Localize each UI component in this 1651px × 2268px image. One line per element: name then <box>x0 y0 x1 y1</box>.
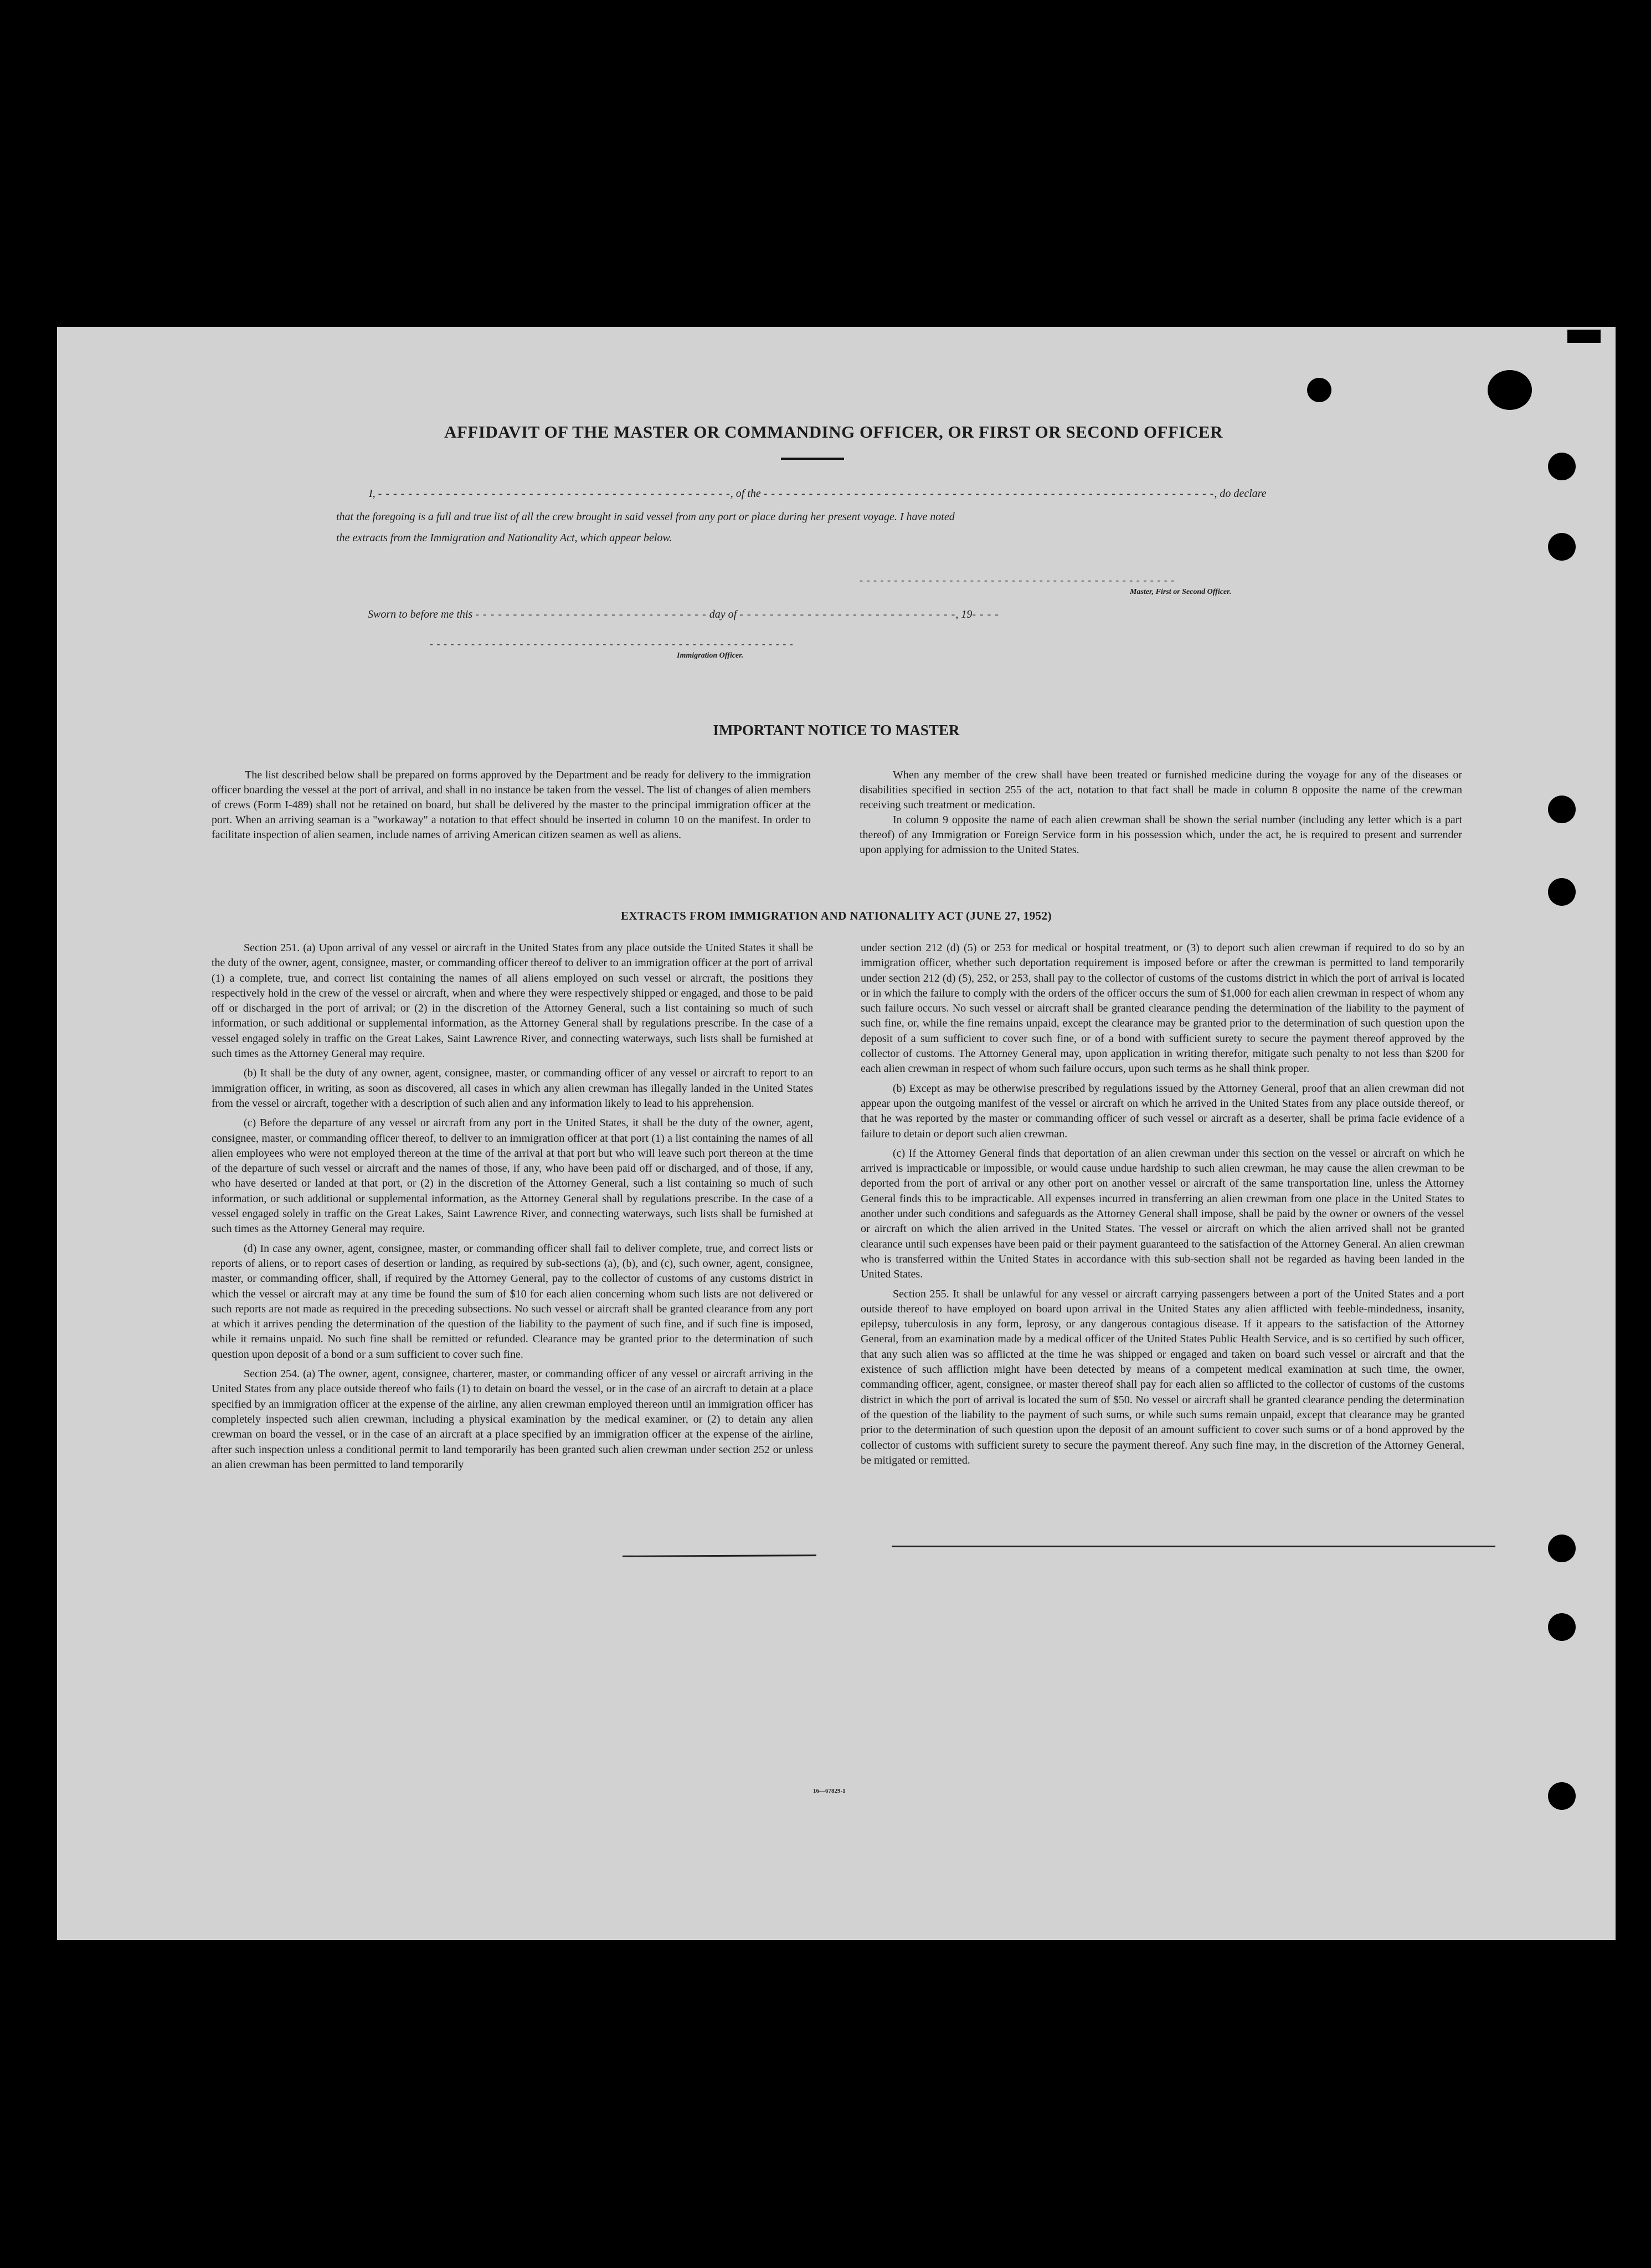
master-caption: Master, First or Second Officer. <box>1130 588 1232 596</box>
affidavit-i-label: I, <box>369 488 376 500</box>
day-of-label: day of <box>709 608 737 620</box>
affidavit-do-declare-label: , do declare <box>1214 488 1267 500</box>
title-underline <box>781 458 844 460</box>
affidavit-of-the-label: , of the <box>730 488 761 500</box>
vessel-blank[interactable]: - - - - - - - - - - - - - - - - - - - - - - - - - - - - - - - - - - - - - - - - - - - - - - - - - - - - - - - - - - - - <box>763 488 1215 500</box>
sworn-day-blank[interactable]: - - - - - - - - - - - - - - - - - - - - - - - - - - - - - - - <box>475 608 707 620</box>
section-254-a-cont: under section 212 (d) (5) or 253 for medical or hospital treatment, or (3) to deport such alien crewman if required to do so by an immigration officer, whether such deportation requirement is imposed before or after the crewman is permitted to land temporarily under section 212 (d) (5), 252, or 253, shall pay to the collector of customs of the customs district in which the port of arrival is located or in which the failure to comply with the orders of the officer occurs the sum of $1,000 for each alien crewman in respect of whom any such failure occurs. No such vessel or aircraft shall be granted clearance pending the determination of the liability to the payment of such fine, or, while the fine remains unpaid, except the clearance may be granted prior to the determination of such question upon the deposit of a sum sufficient to cover such fine, or of a bond with sufficient surety to secure the payment thereof approved by the collector of customs. The Attorney General may, upon application in writing therefor, mitigate such penalty to not less than $200 for each alien crewman in respect of whom such failure occurs, upon such terms as he shall think proper. <box>861 942 1464 1075</box>
punch-hole <box>1548 1782 1576 1810</box>
section-254-a: Section 254. (a) The owner, agent, consignee, charterer, master, or commanding officer of any vessel or aircraft arriving in the United States from any place outside thereof who fails (1) to detain on board the vessel, or in the case of an aircraft to detain at a place specified by an immigration officer at the expense of the airline, any alien crewman employed thereon until an immigration officer has completely inspected such alien crewman, including a physical examination by the medical examiner, or (2) to detain any alien crewman on board the vessel, or in the case of an aircraft at a place specified by an immigration officer at the expense of the airline, after such inspection unless a conditional permit to land temporarily has been granted such alien crewman under section 252 or unless an alien crewman has been permitted to land temporarily <box>212 1368 813 1471</box>
name-blank[interactable]: - - - - - - - - - - - - - - - - - - - - - - - - - - - - - - - - - - - - - - - - - - - - - - - <box>378 488 731 500</box>
section-251-c: (c) Before the departure of any vessel or aircraft from any port in the United States, it shall be the duty of the owner, agent, consignee, master, or commanding officer thereof, to deliver to an immigration officer at that port (1) a list containing the names of all alien employees who were not employed thereon at the time of the arrival at that port but who will leave such port thereon at the time of the departure of such vessel or aircraft and the names of those, if any, who have been paid off or discharged, and of those, if any, who have deserted or landed at that port, or (2) in the discretion of the Attorney General, such a list containing so much of such information, or such additional or supplemental information, as the Attorney General shall by regulations prescribe. In the case of a vessel engaged solely in traffic on the Great Lakes, Saint Lawrence River, and connecting waterways, such lists shall be furnished at such times as the Attorney General may require. <box>212 1117 813 1235</box>
notice-left-paragraph: The list described below shall be prepared on forms approved by the Department and be ready for delivery to the immigration officer boarding the vessel at the port of arrival, and shall in no instance be taken from the vessel. The list of changes of alien members of crews (Form I-489) shall not be retained on board, but shall be delivered by the master to the principal immigration officer at the port. When an arriving seaman is a "workaway" a notation to that effect should be inserted in column 10 on the manifest. In order to facilitate inspection of alien seamen, include names of arriving American citizen seamen as well as aliens. <box>212 769 811 841</box>
officer-caption: Immigration Officer. <box>677 651 744 660</box>
extracts-right-column <box>861 941 1464 1472</box>
sworn-line <box>368 608 999 621</box>
sworn-label: Sworn to before me this <box>368 608 473 620</box>
punch-hole <box>1548 878 1576 906</box>
section-251-b: (b) It shall be the duty of any owner, agent, consignee, master, or commanding officer of any vessel or aircraft to report to an immigration officer, in writing, as soon as discovered, all cases in which any alien crewman has illegally landed in the United States from the vessel or aircraft, together with a description of such alien and any information likely to lead to his apprehension. <box>212 1067 813 1110</box>
extracts-left-column <box>212 941 813 1477</box>
section-254-b: (b) Except as may be otherwise prescribed by regulations issued by the Attorney General, proof that an alien crewman did not appear upon the outgoing manifest of the vessel or aircraft on which he arrived in the United States from any place outside thereof, or that he was reported by the master or commanding officer of such vessel or aircraft as a deserter, shall be prima facie evidence of a failure to detain or deport such alien crewman. <box>861 1082 1464 1140</box>
sworn-month-blank[interactable]: - - - - - - - - - - - - - - - - - - - - - - - - - - - - - <box>739 608 956 620</box>
section-254-c: (c) If the Attorney General finds that deportation of an alien crewman under this section on the vessel or aircraft on which he arrived is impracticable or impossible, or would cause undue hardship to such alien crewman, he may cause the alien crewman to be deported from the port of arrival or any other port on another vessel or aircraft of the same transportation line, unless the Attorney General finds this to be impracticable. All expenses incurred in transferring an alien crewman from one place in the United States to another under such conditions and safeguards as the Attorney General shall impose, shall be paid by the owner or owners of the vessel or aircraft on which the alien arrived in the United States. The vessel or aircraft on which the alien arrived shall not be granted clearance until such expenses have been paid or their payment guaranteed to the satisfaction of the Attorney General. An alien crewman who is transferred within the United States in accordance with this sub-section shall not be regarded as having been landed in the United States. <box>861 1147 1464 1281</box>
affidavit-title: AFFIDAVIT OF THE MASTER OR COMMANDING OFFICER, OR FIRST OR SECOND OFFICER <box>444 422 1223 442</box>
punch-hole <box>1548 1613 1576 1641</box>
punch-hole <box>1307 378 1331 402</box>
affidavit-line-1 <box>369 488 1333 500</box>
notice-right-column <box>860 768 1462 858</box>
master-signature-line[interactable]: - - - - - - - - - - - - - - - - - - - - - - - - - - - - - - - - - - - - - - - - - - - - - - <box>860 574 1175 586</box>
affidavit-line-2: that the foregoing is a full and true list of all the crew brought in said vessel from any port or place during her present voyage. I have noted <box>336 511 955 523</box>
form-code: 16—67829-1 <box>813 1788 846 1794</box>
notice-right-paragraph-1: When any member of the crew shall have been treated or furnished medicine during the voyage for any of the diseases or disabilities specified in section 255 of the act, notation to that fact shall be made in column 8 opposite the name of the crewman receiving such treatment or medication. <box>860 769 1462 811</box>
notice-right-paragraph-2: In column 9 opposite the name of each alien crewman shall be shown the serial number (including any letter which is a part thereof) of any Immigration or Foreign Service form in his possession which, under the act, he is required to present and surrender upon applying for admission to the United States. <box>860 814 1462 856</box>
notice-title: IMPORTANT NOTICE TO MASTER <box>713 722 960 738</box>
punch-hole <box>1548 533 1576 561</box>
affidavit-line-3: the extracts from the Immigration and Nationality Act, which appear below. <box>336 532 672 544</box>
section-251-d: (d) In case any owner, agent, consignee, master, or commanding officer shall fail to deliver complete, true, and correct lists or reports of aliens, or to report cases of desertion or landing, as required by sub-sections (a), (b), and (c), such owner, agent, consignee, master, or commanding officer, shall, if required by the Attorney General, pay to the collector of customs of any customs district in which the vessel or aircraft may at any time be found the sum of $10 for each alien concerning whom such lists are not delivered or such reports are not made as required in the preceding subsections. No such vessel or aircraft shall be granted clearance from any port at which it arrives pending the determination of the question of the liability to the payment of such fine, and if such fine is imposed, while it remains unpaid. No such fine shall be remitted or refunded. Clearance may be granted prior to the determination of such question upon deposit of a bond or a sum sufficient to cover such fine. <box>212 1242 813 1361</box>
section-255: Section 255. It shall be unlawful for any vessel or aircraft carrying passengers between a port of the United States and a port outside thereof to have employed on board upon arrival in the United States any alien afflicted with feeble-mindedness, insanity, epilepsy, tuberculosis in any form, leprosy, or any dangerous contagious disease. If it appears to the satisfaction of the Attorney General, from an examination made by a medical officer of the United States Public Health Service, and is so certified by such officer, that any such alien was so afflicted at the time he was shipped or engaged and taken on board such vessel or aircraft and that the existence of such affliction might have been detected by means of a competent medical examination at such time, the owner, commanding officer, agent, consignee, or master thereof shall pay for each alien so afflicted to the collector of customs of the customs district in which the port of arrival is located the sum of $50. No vessel or aircraft shall be granted clearance pending the determination of the question of the liability to the payment of such sums, or while such sums remain unpaid, except that clearance may be granted prior to the determination of such question upon the deposit of an amount sufficient to cover such sums or of a bond approved by the collector of customs with sufficient surety to secure the payment thereof. Any such fine may, in the discretion of the Attorney General, be mitigated or remitted. <box>861 1287 1464 1466</box>
section-251-a: Section 251. (a) Upon arrival of any vessel or aircraft in the United States from any place outside the United States it shall be the duty of the owner, agent, consignee, master, or commanding officer thereof to deliver to an immigration officer at the port of arrival (1) a complete, true, and correct list containing the names of all aliens employed on such vessel or aircraft, the positions they respectively hold in the crew of the vessel or aircraft, when and where they were respectively shipped or engaged, and those to be paid off or discharged in the port of arrival; or (2) in the discretion of the Attorney General, such a list containing so much of such information, or such additional or supplemental information, as the Attorney General shall by regulations prescribe. In the case of a vessel engaged solely in traffic on the Great Lakes, Saint Lawrence River, and connecting waterways, such lists shall be furnished at such times as the Attorney General may require. <box>212 942 813 1060</box>
punch-hole <box>1488 370 1532 410</box>
extracts-title: EXTRACTS FROM IMMIGRATION AND NATIONALITY ACT (JUNE 27, 1952) <box>620 909 1052 922</box>
punch-hole <box>1548 1535 1576 1562</box>
page-corner-tab <box>1567 330 1601 343</box>
punch-hole <box>1548 453 1576 480</box>
notice-left-column <box>212 768 811 843</box>
pen-mark <box>892 1546 1495 1547</box>
year-prefix: , 19 <box>955 608 973 620</box>
punch-hole <box>1548 796 1576 823</box>
officer-signature-line[interactable]: - - - - - - - - - - - - - - - - - - - - - - - - - - - - - - - - - - - - - - - - - - - - - - - - - - - - - <box>430 638 794 649</box>
year-blank[interactable]: - - - - <box>972 608 999 620</box>
